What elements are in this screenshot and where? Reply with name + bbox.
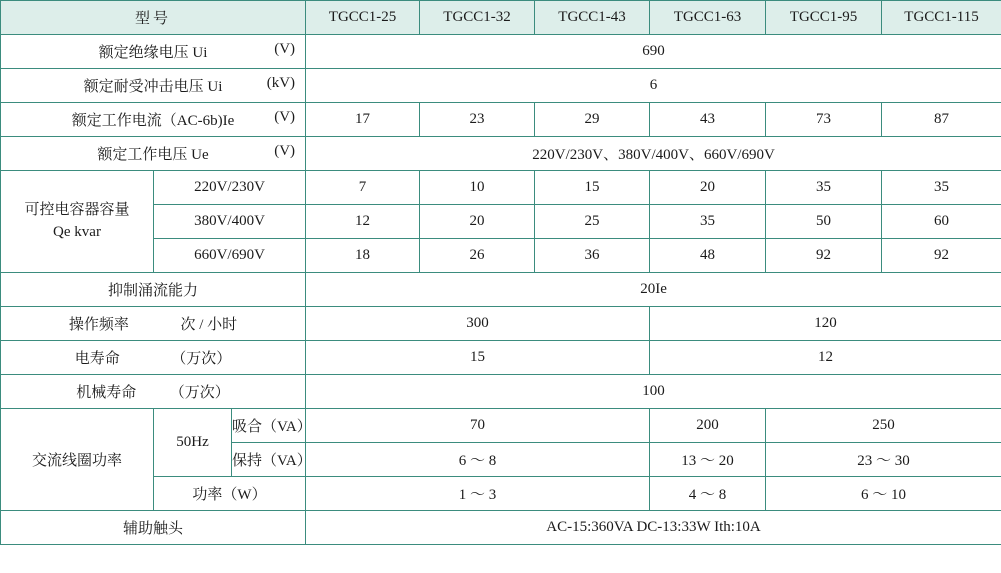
- row-label-capacitor-capacity: [1, 171, 154, 273]
- cell-coil-pickup-3: 250: [766, 409, 1001, 443]
- cell-coil-power-3: 6 ～ 10: [766, 477, 1001, 511]
- header-model-5: TGCC1-95: [766, 1, 882, 35]
- table-row: [1, 375, 1001, 409]
- row-unit-text: (V): [274, 41, 296, 57]
- cell-electrical-life-right: 12: [650, 341, 1001, 375]
- sub-label-qe-380: 380V/400V: [154, 205, 306, 239]
- cell-qe220-5: 35: [766, 171, 882, 205]
- table-header-row: [1, 1, 1001, 35]
- cell-qe660-2: 26: [420, 239, 535, 273]
- row-label-rated-insulation-voltage: [1, 35, 306, 69]
- row-unit-text: （万次）: [169, 385, 230, 401]
- cell-ie-3: 29: [535, 103, 650, 137]
- cell-qe380-4: 35: [650, 205, 766, 239]
- cell-ie-6: 87: [882, 103, 1001, 137]
- cell-qe660-4: 48: [650, 239, 766, 273]
- cell-qe380-1: 12: [306, 205, 420, 239]
- cell-qe660-6: 92: [882, 239, 1001, 273]
- table-row: [1, 341, 1001, 375]
- row-label-text: 操作频率: [68, 317, 129, 333]
- table-row: [1, 307, 1001, 341]
- cell-rated-operating-voltage-value: 220V/230V、380V/400V、660V/690V: [306, 137, 1001, 171]
- header-model-3: TGCC1-43: [535, 1, 650, 35]
- header-model-1: TGCC1-25: [306, 1, 420, 35]
- row-label-text: 额定耐受冲击电压 Ui: [83, 79, 223, 95]
- row-label-line1: 可控电容器容量: [24, 201, 130, 218]
- cell-frequency-right: 120: [650, 307, 1001, 341]
- cell-coil-pickup-2: 200: [650, 409, 766, 443]
- cell-qe660-3: 36: [535, 239, 650, 273]
- table-row: [1, 409, 1001, 443]
- table-row: [1, 273, 1001, 307]
- row-label-text: 额定工作电压 Ue: [97, 147, 209, 163]
- cell-coil-hold-1: 6 ～ 8: [306, 443, 650, 477]
- row-label-line2: Qe kvar: [53, 223, 101, 240]
- table-row: [1, 35, 1001, 69]
- cell-coil-hold-3: 23 ～ 30: [766, 443, 1001, 477]
- sub-label-coil-hold: 保持（VA）: [232, 443, 306, 477]
- row-label-ac-coil-power: [1, 409, 154, 511]
- sub-label-qe-660: 660V/690V: [154, 239, 306, 273]
- cell-coil-power-2: 4 ～ 8: [650, 477, 766, 511]
- row-label-auxiliary-contacts: [1, 511, 306, 545]
- cell-qe380-2: 20: [420, 205, 535, 239]
- header-model-2: TGCC1-32: [420, 1, 535, 35]
- header-model-label: 型号: [1, 1, 306, 35]
- cell-inrush-value: 20Ie: [306, 273, 1001, 307]
- row-label-impulse-withstand-voltage: [1, 69, 306, 103]
- header-model-6: TGCC1-115: [882, 1, 1001, 35]
- cell-qe220-3: 15: [535, 171, 650, 205]
- sub-label-coil-pickup: 吸合（VA）: [232, 409, 306, 443]
- row-label-electrical-life: [1, 341, 306, 375]
- cell-coil-power-1: 1 ～ 3: [306, 477, 650, 511]
- sub-label-coil-power: 功率（W）: [154, 477, 306, 511]
- sub-label-coil-50hz: 50Hz: [154, 409, 232, 477]
- row-label-text: 机械寿命: [76, 385, 137, 401]
- row-label-text: 交流线圈功率: [31, 453, 122, 469]
- cell-qe660-1: 18: [306, 239, 420, 273]
- row-label-text: 电寿命: [74, 351, 120, 367]
- row-unit-text: （万次）: [171, 351, 232, 367]
- cell-qe380-3: 25: [535, 205, 650, 239]
- table-row: [1, 511, 1001, 545]
- cell-qe220-2: 10: [420, 171, 535, 205]
- row-unit-text: 次 / 小时: [180, 317, 238, 333]
- row-label-text: 额定工作电流（AC-6b)Ie: [71, 113, 235, 129]
- row-label-rated-operating-voltage: [1, 137, 306, 171]
- cell-mechanical-life-value: 100: [306, 375, 1001, 409]
- table-row: [1, 171, 1001, 205]
- cell-qe380-6: 60: [882, 205, 1001, 239]
- cell-ie-1: 17: [306, 103, 420, 137]
- cell-qe380-5: 50: [766, 205, 882, 239]
- cell-coil-pickup-1: 70: [306, 409, 650, 443]
- cell-ie-5: 73: [766, 103, 882, 137]
- cell-ie-4: 43: [650, 103, 766, 137]
- cell-qe220-4: 20: [650, 171, 766, 205]
- row-label-inrush-suppression: [1, 273, 306, 307]
- cell-qe220-6: 35: [882, 171, 1001, 205]
- cell-coil-hold-2: 13 ～ 20: [650, 443, 766, 477]
- row-label-operating-frequency: [1, 307, 306, 341]
- cell-qe660-5: 92: [766, 239, 882, 273]
- row-unit-text: (V): [274, 143, 296, 159]
- table-row: [1, 103, 1001, 137]
- row-label-text: 额定绝缘电压 Ui: [98, 45, 208, 61]
- row-unit-text: (V): [274, 109, 296, 125]
- cell-ie-2: 23: [420, 103, 535, 137]
- cell-rated-insulation-voltage-value: 690: [306, 35, 1001, 69]
- table-row: [1, 69, 1001, 103]
- cell-frequency-left: 300: [306, 307, 650, 341]
- row-label-text: 抑制涌流能力: [108, 283, 199, 299]
- cell-electrical-life-left: 15: [306, 341, 650, 375]
- cell-auxiliary-contacts-value: AC-15:360VA DC-13:33W Ith:10A: [306, 511, 1001, 545]
- row-label-mechanical-life: [1, 375, 306, 409]
- sub-label-qe-220: 220V/230V: [154, 171, 306, 205]
- cell-qe220-1: 7: [306, 171, 420, 205]
- cell-impulse-withstand-voltage-value: 6: [306, 69, 1001, 103]
- header-model-4: TGCC1-63: [650, 1, 766, 35]
- row-label-text: 辅助触头: [123, 521, 184, 537]
- row-unit-text: (kV): [266, 75, 296, 91]
- row-label-rated-operating-current: [1, 103, 306, 137]
- table-row: [1, 137, 1001, 171]
